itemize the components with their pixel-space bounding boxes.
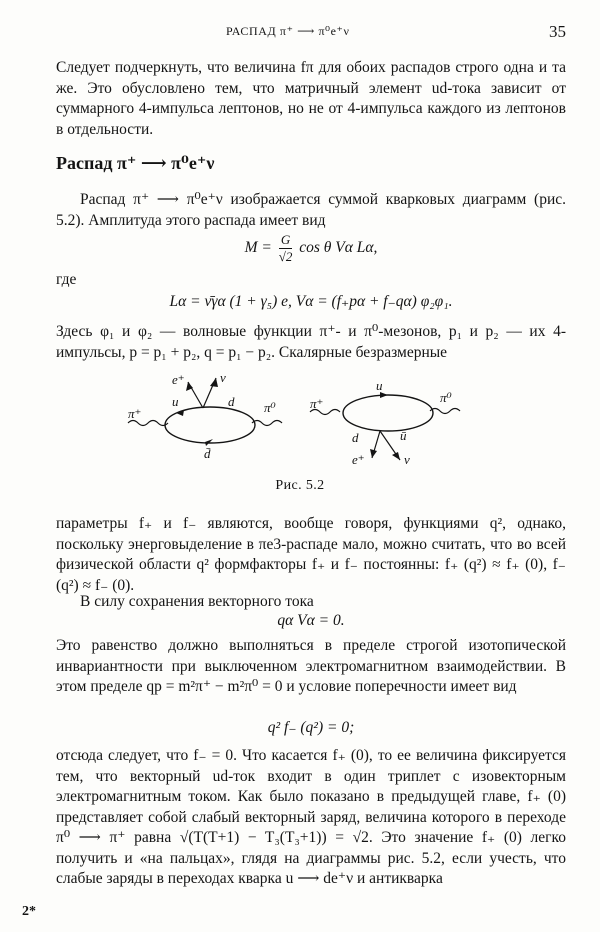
right-diagram <box>310 378 460 467</box>
quark-diagrams-figure <box>0 360 600 472</box>
right-neutrino-arrow <box>392 452 400 460</box>
left-diagram <box>128 370 282 461</box>
right-neutrino-label: ν <box>404 452 410 467</box>
left-positron-label: e⁺ <box>172 372 185 387</box>
left-u-label: u <box>172 394 179 409</box>
running-title: РАСПАД π⁺ ⟶ π⁰e⁺ν <box>226 24 350 38</box>
section-title: Распад π⁺ ⟶ π⁰e⁺ν <box>56 153 215 173</box>
left-neutrino-label: ν <box>220 370 226 385</box>
right-pi-in-label: π⁺ <box>310 396 324 411</box>
right-quark-loop <box>343 395 433 431</box>
paragraph-2: Распад π⁺ ⟶ π⁰e⁺ν изображается суммой кварковых диаграмм (рис. 5.2). Амплитуда этого распада имеет вид <box>56 191 566 229</box>
left-pion-in-line <box>128 421 168 426</box>
paragraph-3: Здесь φ₁ и φ₂ — волновые функции π⁺- и π⁰-мезонов, p₁ и p₂ — их 4-импульсы, p = p₁ + p₂, q = p₁ − p₂. Скалярные безразмерные <box>56 323 566 361</box>
figure-caption: Рис. 5.2 <box>275 478 325 493</box>
left-pi-in-label: π⁺ <box>128 406 142 421</box>
left-neutrino-arrow <box>210 378 218 387</box>
left-pion-out-line <box>252 421 282 426</box>
eq1-rhs: cos θ Vα Lα, <box>299 239 378 257</box>
paragraph-1: Следует подчеркнуть, что величина fπ для обоих распадов строго одна и та же. Это обусловлено тем, что матричный элемент ud-тока зависит от суммарного 4-импульса лептонов, но не от 4-импульса каждого из лептонов в отдельности. <box>56 59 566 138</box>
right-u-label: u <box>376 378 383 393</box>
equation-amplitude <box>56 232 566 265</box>
paragraph-6: Это равенство должно выполняться в пределе строгой изотопической инвариантности при выключенном электромагнитном взаимодействии. В этом пределе qp = m²π⁺ − m²π⁰ = 0 и условие поперечности имеет вид <box>56 637 566 695</box>
equation-currents: Lα = ν̄γα (1 + γ₅) e, Vα = (f₊pα + f₋qα) φ₂φ₁. <box>169 293 453 310</box>
eq1-numerator: G <box>279 232 293 249</box>
paragraph-4: параметры f₊ и f₋ являются, вообще говоря, функциями q², однако, поскольку энерговыделение в πe3-распаде мало, можно считать, что во всей физической области q² формфакторы f₊ и f₋ постоянны: f₊ (q²) ≈ f₊ (0), f₋ (q²) ≈ f₋ (0). <box>56 515 566 594</box>
signature-mark: 2* <box>22 904 36 919</box>
page-number: 35 <box>549 22 566 41</box>
right-d-label: d <box>352 430 359 445</box>
right-ubar-label: ū <box>400 428 407 443</box>
left-pi-out-label: π⁰ <box>264 400 276 415</box>
page-header <box>56 22 566 46</box>
left-d-label: d <box>228 394 235 409</box>
eq1-denominator: √2 <box>278 249 293 264</box>
right-positron-arrow <box>370 449 377 458</box>
paragraph-5: В силу сохранения векторного тока <box>80 593 314 610</box>
right-positron-label: e⁺ <box>352 452 365 467</box>
eq1-lhs: M = <box>244 239 272 257</box>
equation-current-conservation: qα Vα = 0. <box>277 612 345 629</box>
paragraph-7: отсюда следует, что f₋ = 0. Что касается f₊ (0), то ее величина фиксируется тем, что векторный ud-ток входит в один триплет с изовекторным электромагнитным током. Как было показано в предыдущей главе, f₊ (0) представляет собой слабый векторный заряд, величина которого в переходе π⁰ ⟶ π⁺ равна √(T(T+1) − T₃(T₃+1)) = √2. Это значение f₊ (0) легко получить и «на пальцах», глядя на диаграммы рис. 5.2, если учесть, что слабые заряды в переходах кварка u ⟶ de⁺ν и антикварка <box>56 747 566 887</box>
right-pion-out-line <box>430 409 460 414</box>
equation-transversality: q² f₋ (q²) = 0; <box>267 719 355 736</box>
left-dbar-label: d̄ <box>204 446 211 461</box>
right-pi-out-label: π⁰ <box>440 390 452 405</box>
eq1-fraction <box>279 232 293 265</box>
paragraph-where: где <box>56 271 77 288</box>
